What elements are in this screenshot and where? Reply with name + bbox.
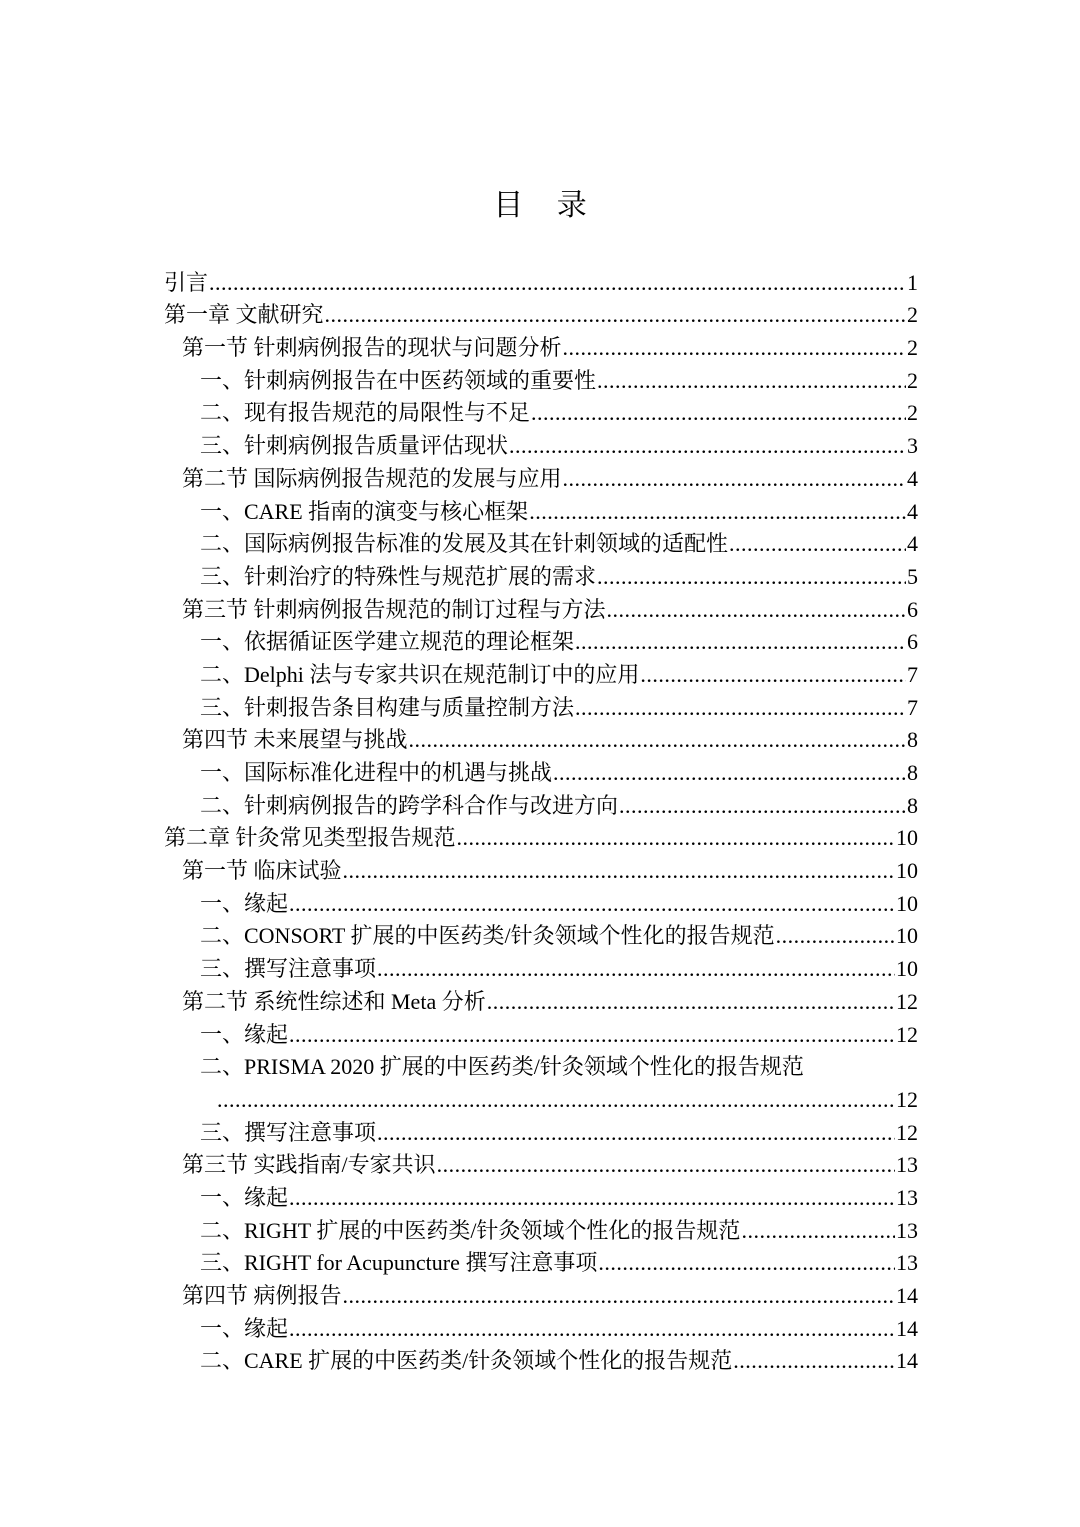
toc-entry[interactable] (164, 264, 918, 297)
toc-entry-title: 二、RIGHT 扩展的中医药类/针灸领域个性化的报告规范 (200, 1217, 741, 1243)
page-title: 目 录 (493, 188, 599, 223)
toc-entry-title: 第三节 实践指南/专家共识 (182, 1152, 436, 1178)
toc-page-number: 8 (907, 760, 918, 785)
toc-page-number: 2 (907, 400, 918, 426)
toc-page-number: 2 (907, 367, 918, 393)
toc-entry[interactable] (164, 722, 918, 755)
toc-page-number: 6 (907, 629, 918, 655)
toc-entry[interactable] (164, 460, 918, 493)
toc-page-number: 8 (907, 792, 918, 818)
toc-entry[interactable] (164, 754, 918, 787)
toc-page-number: 2 (907, 335, 918, 361)
toc-entry-title: 一、缘起 (200, 1184, 289, 1210)
toc-entry-title: 第二节 系统性综述和 Meta 分析 (182, 988, 486, 1014)
toc-dot-leader (487, 988, 895, 1016)
toc-entry-title: 二、CONSORT 扩展的中医药类/针灸领域个性化的报告规范 (200, 923, 775, 949)
toc-page-number: 12 (896, 1119, 918, 1145)
toc-entry[interactable] (164, 493, 918, 526)
toc-dot-leader (598, 1249, 895, 1277)
toc-entry-title: 第一节 临床试验 (182, 858, 342, 884)
toc-entry[interactable] (164, 1179, 918, 1212)
toc-entry-title: 一、国际标准化进程中的机遇与挑战 (200, 760, 553, 785)
toc-entry-title: 第二章 针灸常见类型报告规范 (164, 825, 456, 851)
toc-entry-title: 一、依据循证医学建立规范的理论框架 (200, 629, 575, 655)
toc-entry-title: 三、针刺报告条目构建与质量控制方法 (200, 694, 575, 720)
toc-dot-leader (217, 1086, 895, 1114)
toc-dot-leader (343, 857, 895, 885)
toc-page-number: 3 (907, 433, 918, 459)
table-of-contents (164, 264, 918, 1375)
toc-entry[interactable] (164, 1114, 918, 1147)
toc-entry[interactable] (164, 787, 918, 820)
toc-dot-leader (729, 530, 906, 558)
toc-page-number: 7 (907, 661, 918, 687)
toc-page-number: 13 (896, 1250, 918, 1276)
toc-dot-leader (209, 269, 906, 297)
toc-entry[interactable] (164, 329, 918, 362)
toc-entry[interactable] (164, 1277, 918, 1310)
toc-dot-leader (343, 1282, 895, 1310)
toc-entry[interactable] (164, 526, 918, 559)
toc-dot-leader (563, 334, 906, 362)
toc-entry-title: 一、缘起 (200, 890, 289, 916)
toc-page-number: 2 (907, 302, 918, 328)
toc-entry[interactable] (164, 918, 918, 951)
toc-dot-leader (619, 792, 906, 820)
toc-page-number: 10 (896, 923, 918, 949)
toc-entry-title: 引言 (164, 269, 209, 295)
toc-dot-leader (531, 399, 906, 427)
toc-dot-leader (325, 301, 906, 329)
toc-entry-title: 二、Delphi 法与专家共识在规范制订中的应用 (200, 661, 640, 687)
toc-entry-title: 第三节 针刺病例报告规范的制订过程与方法 (182, 596, 606, 622)
toc-dot-leader (289, 1315, 895, 1343)
toc-page-number: 13 (896, 1152, 918, 1178)
toc-entry-title: 第四节 未来展望与挑战 (182, 727, 408, 753)
toc-page-number: 10 (896, 956, 918, 982)
toc-dot-leader (741, 1217, 895, 1245)
toc-dot-leader (289, 1184, 895, 1212)
toc-dot-leader (607, 596, 906, 624)
toc-entry-title: 二、现有报告规范的局限性与不足 (200, 400, 531, 426)
toc-page-number: 12 (896, 1021, 918, 1047)
toc-dot-leader (437, 1151, 895, 1179)
toc-entry[interactable] (164, 1310, 918, 1343)
toc-entry-title: 一、针刺病例报告在中医药领域的重要性 (200, 367, 597, 393)
toc-dot-leader (377, 955, 895, 983)
toc-page-number: 13 (896, 1217, 918, 1243)
toc-entry[interactable] (164, 1016, 918, 1049)
toc-dot-leader (733, 1347, 895, 1375)
toc-entry[interactable] (164, 1081, 918, 1114)
toc-page-number: 12 (896, 1086, 918, 1112)
toc-entry[interactable] (164, 1212, 918, 1245)
toc-dot-leader (597, 367, 906, 395)
toc-dot-leader (377, 1119, 895, 1147)
toc-entry[interactable] (164, 1343, 918, 1376)
toc-entry-title: 二、针刺病例报告的跨学科合作与改进方向 (200, 792, 619, 818)
toc-entry-title: 二、PRISMA 2020 扩展的中医药类/针灸领域个性化的报告规范 (200, 1054, 804, 1080)
toc-entry[interactable] (164, 591, 918, 624)
toc-page-number: 8 (907, 727, 918, 753)
toc-entry-title: 一、缘起 (200, 1021, 289, 1047)
toc-entry-title: 二、CARE 扩展的中医药类/针灸领域个性化的报告规范 (200, 1348, 733, 1374)
toc-dot-leader (409, 726, 906, 754)
toc-dot-leader (289, 890, 895, 918)
toc-entry[interactable] (164, 395, 918, 428)
toc-entry-title: 第二节 国际病例报告规范的发展与应用 (182, 465, 562, 491)
toc-dot-leader (640, 661, 906, 689)
toc-entry-title: 第一节 针刺病例报告的现状与问题分析 (182, 335, 562, 361)
toc-entry[interactable] (164, 950, 918, 983)
toc-entry-title: 三、针刺病例报告质量评估现状 (200, 433, 509, 459)
toc-page-number: 1 (907, 269, 918, 295)
toc-page-number: 7 (907, 694, 918, 720)
toc-entry[interactable] (164, 1245, 918, 1278)
toc-entry[interactable] (164, 983, 918, 1016)
toc-page-number: 4 (907, 531, 918, 557)
toc-page-number: 14 (896, 1283, 918, 1308)
toc-entry[interactable] (164, 689, 918, 722)
toc-entry[interactable] (164, 427, 918, 460)
toc-entry[interactable] (164, 820, 918, 853)
toc-page-number: 6 (907, 596, 918, 622)
toc-entry[interactable] (164, 1147, 918, 1180)
toc-page-number: 14 (896, 1348, 918, 1374)
toc-entry-title: 第一章 文献研究 (164, 302, 324, 328)
toc-dot-leader (776, 922, 895, 950)
toc-page-number: 5 (907, 563, 918, 589)
toc-entry-title: 一、缘起 (200, 1315, 289, 1341)
toc-entry-title: 第四节 病例报告 (182, 1283, 342, 1308)
toc-dot-leader (563, 465, 906, 493)
toc-page-number: 10 (896, 825, 918, 851)
toc-dot-leader (289, 1021, 895, 1049)
toc-page-number: 10 (896, 858, 918, 884)
toc-entry[interactable] (164, 656, 918, 689)
toc-entry-title: 一、CARE 指南的演变与核心框架 (200, 498, 529, 524)
toc-page-number: 12 (896, 988, 918, 1014)
toc-dot-leader (509, 432, 906, 460)
toc-entry[interactable] (164, 624, 918, 657)
toc-dot-leader (457, 824, 895, 852)
toc-dot-leader (529, 498, 906, 526)
toc-entry-title: 三、撰写注意事项 (200, 1119, 377, 1145)
toc-entry[interactable] (164, 852, 918, 885)
toc-entry[interactable] (164, 1049, 918, 1082)
toc-entry[interactable] (164, 297, 918, 330)
toc-page-number: 4 (907, 465, 918, 491)
toc-dot-leader (597, 563, 906, 591)
toc-page-number: 13 (896, 1184, 918, 1210)
toc-dot-leader (575, 694, 906, 722)
toc-entry-title: 三、针刺治疗的特殊性与规范扩展的需求 (200, 563, 597, 589)
toc-page-number: 10 (896, 890, 918, 916)
toc-entry[interactable] (164, 885, 918, 918)
toc-dot-leader (575, 628, 906, 656)
toc-dot-leader (553, 759, 906, 787)
toc-entry-title: 三、撰写注意事项 (200, 956, 377, 982)
toc-entry-title: 二、国际病例报告标准的发展及其在针刺领域的适配性 (200, 531, 729, 557)
toc-entry[interactable] (164, 558, 918, 591)
toc-entry[interactable] (164, 362, 918, 395)
toc-page-number: 4 (907, 498, 918, 524)
toc-entry-title: 三、RIGHT for Acupuncture 撰写注意事项 (200, 1250, 598, 1276)
toc-page-number: 14 (896, 1315, 918, 1341)
